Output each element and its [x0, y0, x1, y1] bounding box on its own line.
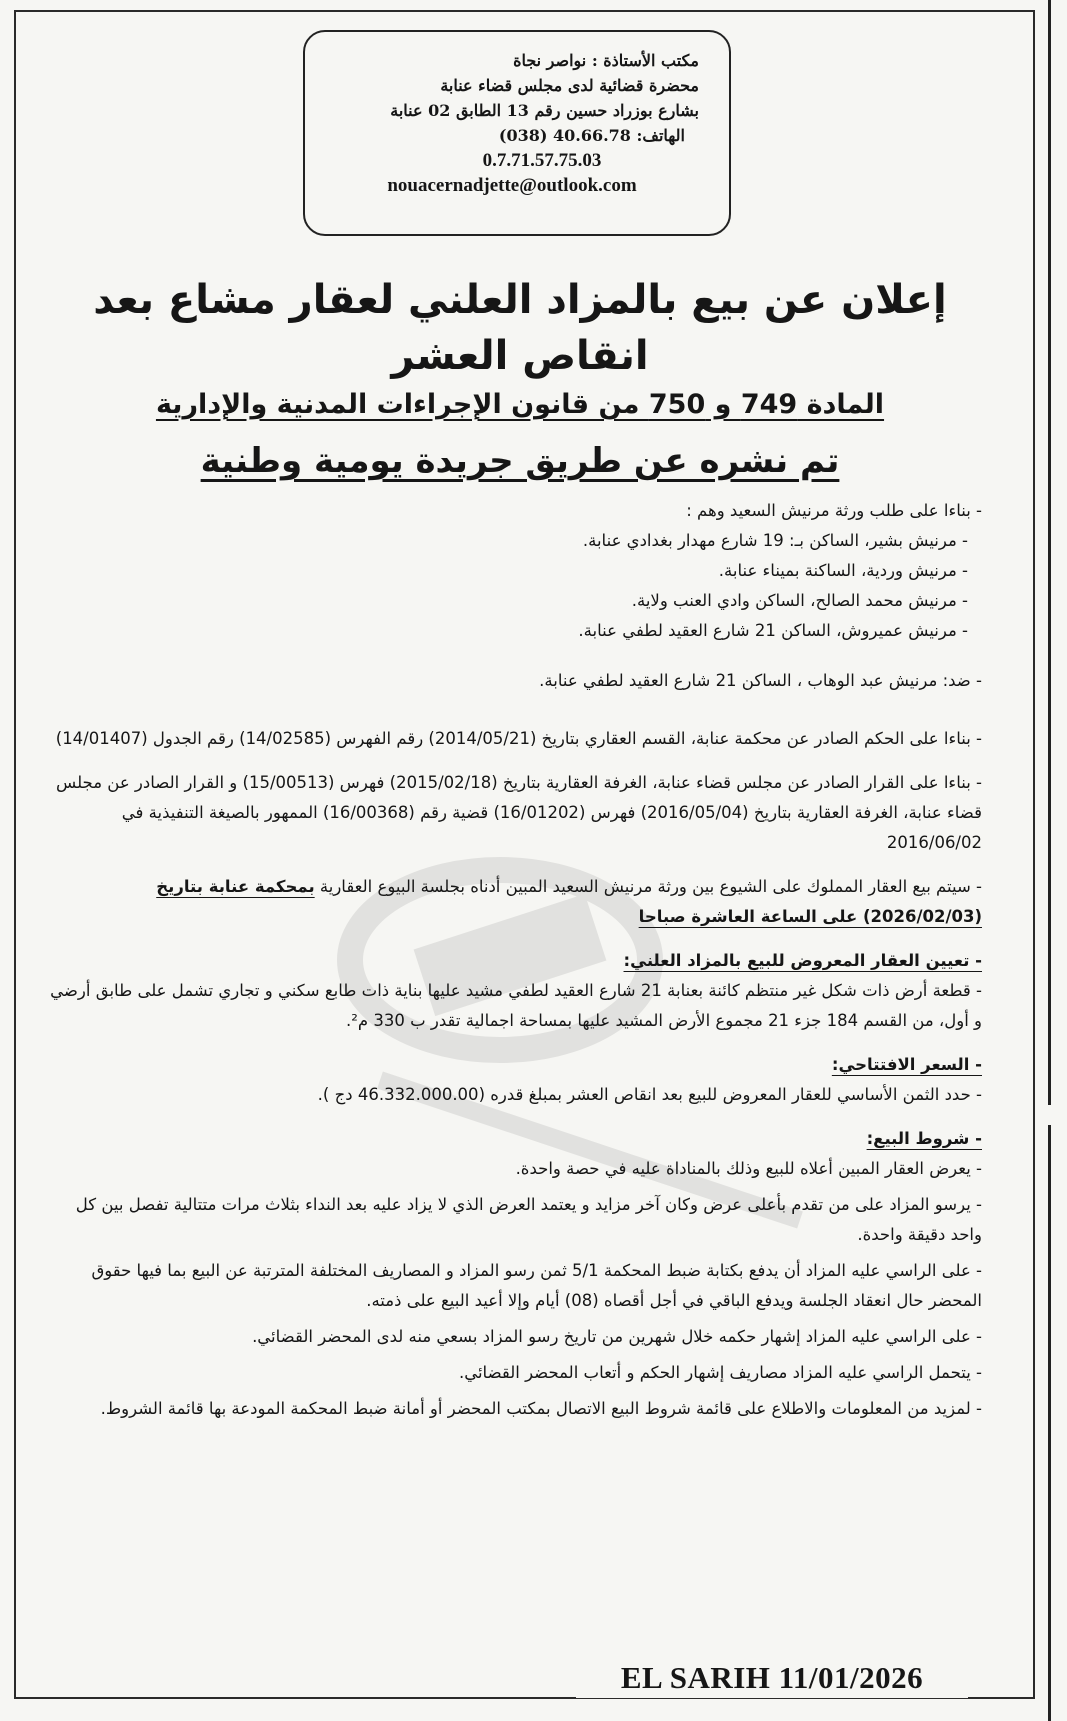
- price-heading: - السعر الافتتاحي:: [831, 1055, 982, 1074]
- heir-item: - مرنيش وردية، الساكنة بميناء عنابة.: [718, 561, 968, 580]
- property-description: - قطعة أرض ذات شكل غير منتظم كائنة بعنابة 21 شارع العقيد لطفي مشيد عليها بناية ذات طابع سكني و تجاري تشمل على طابق أرضي و أول، من القسم 184 جزء 21 مجموع الأرض المشيد عليها بمساحة اجمالية تقدر ب 330 م².: [50, 981, 982, 1030]
- sale-notice-text: - سيتم بيع العقار المملوك على الشيوع بين ورثة مرنيش السعيد المبين أدناه بجلسة البيوع العقارية: [314, 877, 982, 896]
- heir-item: - مرنيش عميروش، الساكن 21 شارع العقيد لطفي عنابة.: [578, 621, 968, 640]
- term-item: - يتحمل الراسي عليه المزاد مصاريف إشهار الحكم و أتعاب المحضر القضائي.: [458, 1363, 982, 1382]
- title-block: [40, 272, 1000, 488]
- term-item: - على الراسي عليه المزاد أن يدفع بكتابة ضبط المحكمة 5/1 ثمن رسو المزاد و المصاريف المختلفة المترتبة عن البيع بما فيها حقوق المحضر حال انعقاد الجلسة ويدفع الباقي في أجل أقصاه (08) أيام وإلا أعيد البيع على ذمته.: [91, 1261, 982, 1310]
- term-item: - يعرض العقار المبين أعلاه للبيع وذلك بالمناداة عليه في حصة واحدة.: [515, 1159, 982, 1178]
- office-mobile: 0.7.71.57.75.03: [482, 150, 602, 171]
- request-intro: - بناءا على طلب ورثة مرنيش السعيد وهم :: [686, 501, 982, 520]
- articles-subtitle: المادة 749 و 750 من قانون الإجراءات المدنية والإدارية: [155, 389, 885, 420]
- office-address: بشارع بوزراد حسين رقم 13 الطابق 02 عنابة: [390, 101, 699, 120]
- price-text: - حدد الثمن الأساسي للعقار المعروض للبيع بعد انقاص العشر بمبلغ قدره (46.332.000.00 دج ).: [317, 1085, 982, 1104]
- right-rule: [1048, 0, 1057, 1105]
- term-item: - على الراسي عليه المزاد إشهار حكمه خلال شهرين من تاريخ رسو المزاد بسعي منه لدى المحضر القضائي.: [252, 1327, 982, 1346]
- sale-notice: [44, 872, 982, 932]
- property-heading: - تعيين العقار المعروض للبيع بالمزاد العلني:: [623, 951, 982, 970]
- contact-box: [303, 30, 731, 236]
- decision-ref: - بناءا على القرار الصادر عن مجلس قضاء عنابة، الغرفة العقارية بتاريخ (2015/02/18) فهرس (15/00513) و القرار الصادر عن مجلس قضاء عنابة، الغرفة العقارية بتاريخ (2016/05/04) فهرس (16/01202) قضية رقم (16/00368) الممهور بالصيغة التنفيذية في 2016/06/02: [56, 773, 982, 852]
- notice-body: [44, 496, 982, 1424]
- against-party: - ضد: مرنيش عبد الوهاب ، الساكن 21 شارع العقيد لطفي عنابة.: [539, 671, 982, 690]
- term-item: - لمزيد من المعلومات والاطلاع على قائمة شروط البيع الاتصال بمكتب المحضر أو أمانة ضبط المحكمة المودعة بها قائمة الشروط.: [100, 1399, 982, 1418]
- judgment-ref: - بناءا على الحكم الصادر عن محكمة عنابة، القسم العقاري بتاريخ (2014/05/21) رقم الفهرس (14/02585) رقم الجدول (14/01407): [55, 729, 982, 748]
- newspaper-footer: EL SARIH 11/01/2026: [576, 1658, 968, 1698]
- heir-item: - مرنيش بشير، الساكن بـ: 19 شارع مهدار بغدادي عنابة.: [582, 531, 968, 550]
- heir-item: - مرنيش محمد الصالح، الساكن وادي العنب ولاية.: [631, 591, 968, 610]
- office-phone: الهاتف: 40.66.78 (038): [498, 126, 685, 145]
- office-name: مكتب الأستاذة : نواصر نجاة: [513, 51, 699, 70]
- publication-subtitle: تم نشره عن طريق جريدة يومية وطنية: [200, 441, 840, 481]
- sale-date: بمحكمة عنابة بتاريخ (2026/02/03) على الساعة العاشرة صباحا: [156, 877, 982, 926]
- term-item: - يرسو المزاد على من تقدم بأعلى عرض وكان آخر مزايد و يعتمد العرض الذي لا يزاد عليه بعد النداء بثلاث مرات متتالية تفصل بين كل واحد دقيقة واحدة.: [75, 1195, 982, 1244]
- office-role: محضرة قضائية لدى مجلس قضاء عنابة: [440, 76, 699, 95]
- right-rule-lower: [1048, 1125, 1057, 1721]
- office-email: nouacernadjette@outlook.com: [387, 175, 637, 196]
- main-title: إعلان عن بيع بالمزاد العلني لعقار مشاع بعد انقاص العشر: [93, 277, 947, 379]
- terms-heading: - شروط البيع:: [866, 1129, 982, 1148]
